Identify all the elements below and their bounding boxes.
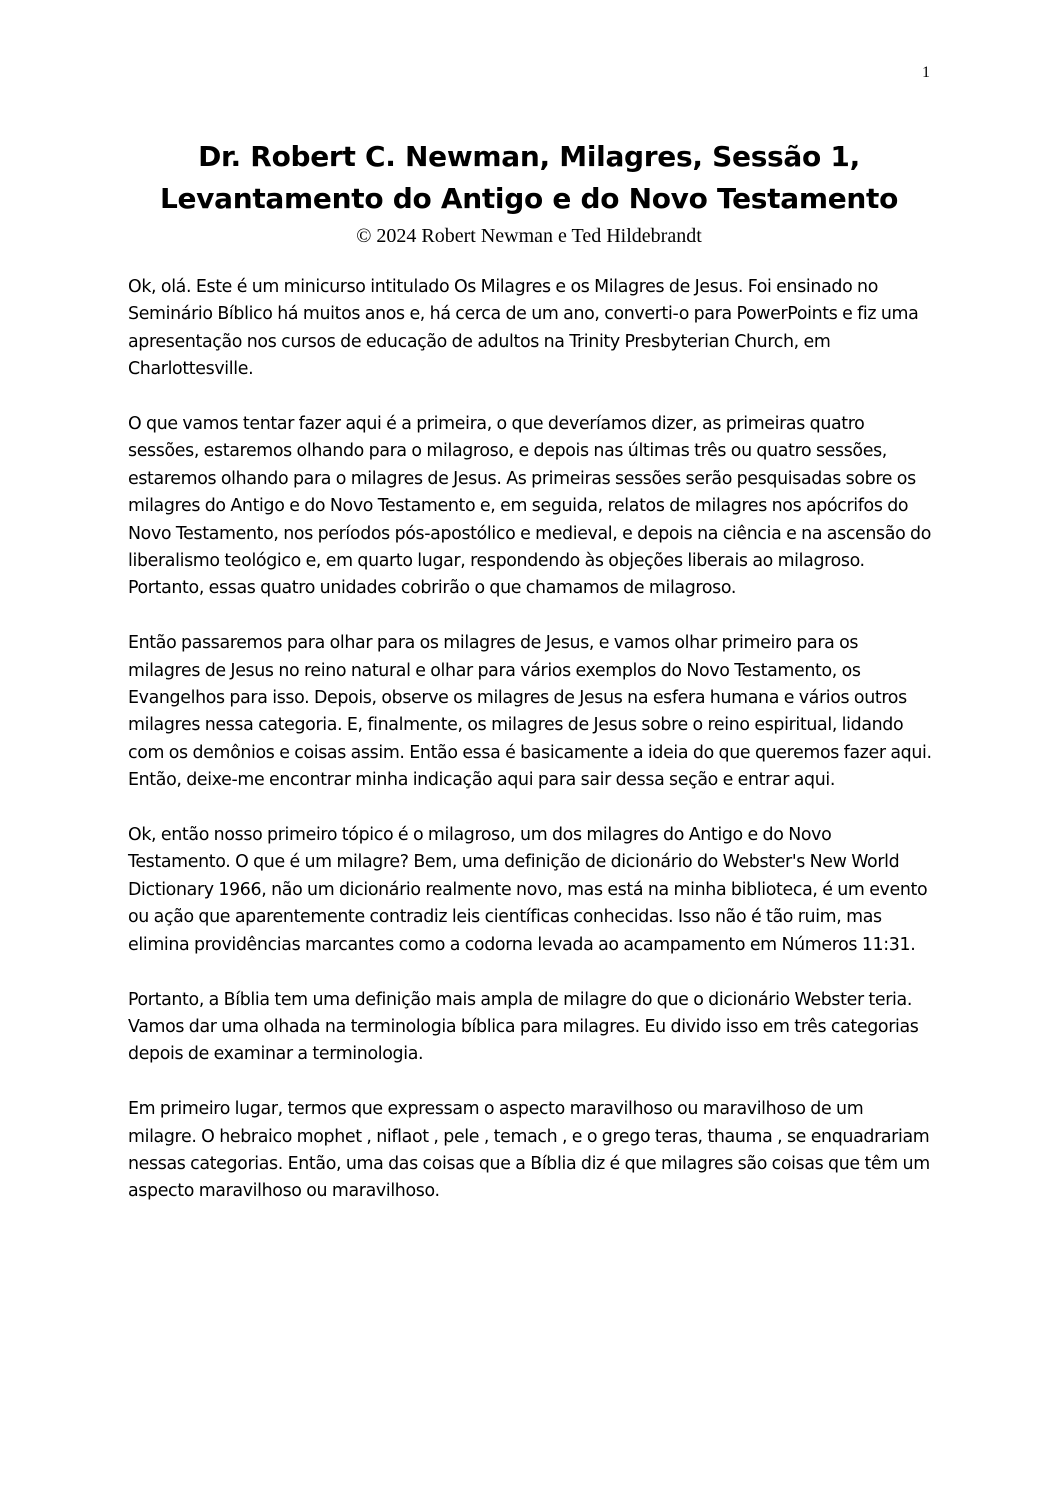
title-line-1: Dr. Robert C. Newman, Milagres, Sessão 1, — [198, 140, 860, 173]
copyright-notice: © 2024 Robert Newman e Ted Hildebrandt — [356, 225, 702, 247]
page-number: 1 — [922, 64, 930, 81]
paragraph-1: Ok, olá. Este é um minicurso intitulado Os Milagres e os Milagres de Jesus. Foi ensinado no Seminário Bíblico há muitos anos e, há cerca de um ano, converti-o para PowerPoints e fiz uma apresentação nos cursos de educação de adultos na Trinity Presbyterian Church, em Charlottesville. — [128, 277, 919, 380]
paragraph-2: O que vamos tentar fazer aqui é a primeira, o que deveríamos dizer, as primeiras quatro sessões, estaremos olhando para o milagroso, e depois nas últimas três ou quatro sessões, estaremos olhando para o milagres de Jesus. As primeiras sessões serão pesquisadas sobre os milagres do Antigo e do Novo Testamento e, em seguida, relatos de milagres nos apócrifos do Novo Testamento, nos períodos pós-apostólico e medieval, e depois na ciência e na ascensão do liberalismo teológico e, em quarto lugar, respondendo às objeções liberais ao milagroso. Portanto, essas quatro unidades cobrirão o que chamamos de milagroso. — [128, 414, 932, 599]
title-line-2: Levantamento do Antigo e do Novo Testamento — [159, 182, 899, 215]
paragraph-3: Então passaremos para olhar para os milagres de Jesus, e vamos olhar primeiro para os milagres de Jesus no reino natural e olhar para vários exemplos do Novo Testamento, os Evangelhos para isso. Depois, observe os milagres de Jesus na esfera humana e vários outros milagres nessa categoria. E, finalmente, os milagres de Jesus sobre o reino espiritual, lidando com os demônios e coisas assim. Então essa é basicamente a ideia do que queremos fazer aqui. Então, deixe-me encontrar minha indicação aqui para sair dessa seção e entrar aqui. — [128, 633, 932, 791]
document-title — [0, 136, 1058, 220]
paragraph-4: Ok, então nosso primeiro tópico é o milagroso, um dos milagres do Antigo e do Novo Testamento. O que é um milagre? Bem, uma definição de dicionário do Webster's New World Dictionary 1966, não um dicionário realmente novo, mas está na minha biblioteca, é um evento ou ação que aparentemente contradiz leis científicas conhecidas. Isso não é tão ruim, mas elimina providências marcantes como a codorna levada ao acampamento em Números 11:31. — [128, 825, 928, 955]
document-body — [128, 274, 934, 1206]
paragraph-5: Portanto, a Bíblia tem uma definição mais ampla de milagre do que o dicionário Webster teria. Vamos dar uma olhada na terminologia bíblica para milagres. Eu divido isso em três categorias depois de examinar a terminologia. — [128, 989, 919, 1065]
paragraph-6: Em primeiro lugar, termos que expressam o aspecto maravilhoso ou maravilhoso de um milagre. O hebraico mophet , niflaot , pele , temach , e o grego teras, thauma , se enquadrariam nessas categorias. Então, uma das coisas que a Bíblia diz é que milagres são coisas que têm um aspecto maravilhoso ou maravilhoso. — [128, 1099, 930, 1202]
